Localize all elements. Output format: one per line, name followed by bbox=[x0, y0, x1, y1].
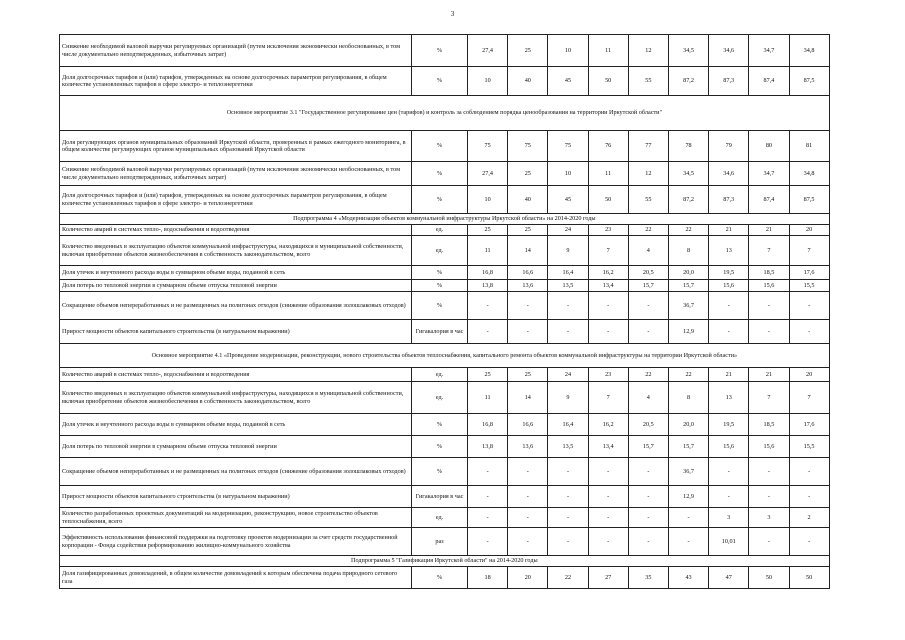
indicator-value: 17,6 bbox=[789, 414, 829, 436]
indicator-value: - bbox=[668, 508, 708, 528]
indicator-value: 19,5 bbox=[709, 266, 749, 280]
indicator-unit: % bbox=[412, 280, 468, 292]
indicator-value: 8 bbox=[668, 236, 708, 266]
table-row bbox=[60, 67, 830, 96]
indicator-value: 80 bbox=[749, 131, 789, 162]
indicator-value: 7 bbox=[749, 236, 789, 266]
indicator-value: 25 bbox=[508, 225, 548, 236]
indicator-value: - bbox=[588, 458, 628, 486]
indicator-value: 18 bbox=[468, 567, 508, 589]
indicator-value: 16,2 bbox=[588, 266, 628, 280]
section-header: Подпрограмма 5 "Газификация Иркутской области" на 2014-2020 годы bbox=[60, 556, 830, 567]
indicator-value: 20 bbox=[508, 567, 548, 589]
indicator-unit: Гигакалория в час bbox=[412, 320, 468, 344]
indicator-value: 15,6 bbox=[709, 280, 749, 292]
indicator-value: 15,7 bbox=[628, 436, 668, 458]
indicator-value: 12 bbox=[628, 35, 668, 67]
indicator-value: - bbox=[548, 486, 588, 508]
indicator-value: 36,7 bbox=[668, 458, 708, 486]
indicator-unit: % bbox=[412, 292, 468, 320]
indicator-value: 10 bbox=[468, 67, 508, 96]
indicator-value: 55 bbox=[628, 67, 668, 96]
section-header: Основное мероприятие 4.1 «Проведение модернизации, реконструкции, нового строительства объектов теплоснабжения, капитального ремонта объектов коммунальной инфраструктуры на территории Иркутской области» bbox=[60, 344, 830, 368]
indicator-value: 25 bbox=[508, 35, 548, 67]
indicator-name: Доля потерь по тепловой энергии в суммарном объеме отпуска тепловой энергии bbox=[60, 436, 412, 458]
indicator-value: - bbox=[789, 528, 829, 556]
indicator-value: 4 bbox=[628, 382, 668, 414]
indicator-value: 22 bbox=[548, 567, 588, 589]
indicator-value: 16,8 bbox=[468, 266, 508, 280]
indicator-unit: раз bbox=[412, 528, 468, 556]
table-row bbox=[60, 382, 830, 414]
indicator-value: - bbox=[709, 458, 749, 486]
indicator-value: - bbox=[789, 458, 829, 486]
indicator-value: 87,3 bbox=[709, 186, 749, 214]
indicator-value: 87,3 bbox=[709, 67, 749, 96]
indicator-value: 25 bbox=[508, 162, 548, 186]
indicator-value: - bbox=[749, 458, 789, 486]
indicator-value: 40 bbox=[508, 186, 548, 214]
indicator-name: Доля долгосрочных тарифов и (или) тарифов, утвержденных на основе долгосрочных параметров регулирования, в общем количестве установленных тарифов в сфере электро- и теплоэнергетики bbox=[60, 67, 412, 96]
indicator-value: 13,6 bbox=[508, 280, 548, 292]
indicator-value: 15,5 bbox=[789, 436, 829, 458]
indicator-value: 12,9 bbox=[668, 486, 708, 508]
indicator-value: 34,7 bbox=[749, 162, 789, 186]
table-row bbox=[60, 458, 830, 486]
indicator-value: - bbox=[588, 292, 628, 320]
indicator-value: 22 bbox=[628, 368, 668, 382]
indicator-value: 11 bbox=[468, 382, 508, 414]
indicator-value: 9 bbox=[548, 236, 588, 266]
indicator-unit: % bbox=[412, 266, 468, 280]
indicator-name: Доля утечек и неучтенного расхода воды в суммарном объеме воды, поданной в сеть bbox=[60, 414, 412, 436]
indicator-value: 34,6 bbox=[709, 35, 749, 67]
indicator-value: 75 bbox=[508, 131, 548, 162]
indicator-name: Количество разработанных проектных документаций на модернизацию, реконструкцию, новое строительство объектов теплоснабжения, всего bbox=[60, 508, 412, 528]
indicator-value: - bbox=[709, 486, 749, 508]
indicator-value: - bbox=[508, 486, 548, 508]
indicator-value: 87,5 bbox=[789, 186, 829, 214]
indicator-value: 7 bbox=[588, 236, 628, 266]
indicator-value: 13,8 bbox=[468, 280, 508, 292]
indicator-value: 11 bbox=[588, 162, 628, 186]
indicator-value: - bbox=[628, 458, 668, 486]
indicator-value: 7 bbox=[789, 236, 829, 266]
indicator-value: 50 bbox=[588, 67, 628, 96]
indicator-value: 35 bbox=[628, 567, 668, 589]
indicator-value: 22 bbox=[668, 225, 708, 236]
indicator-value: 36,7 bbox=[668, 292, 708, 320]
indicator-value: - bbox=[588, 508, 628, 528]
indicator-unit: ед. bbox=[412, 382, 468, 414]
indicator-value: 10 bbox=[468, 186, 508, 214]
indicator-value: 23 bbox=[588, 368, 628, 382]
indicator-value: - bbox=[508, 528, 548, 556]
indicator-value: - bbox=[668, 528, 708, 556]
indicator-value: 34,6 bbox=[709, 162, 749, 186]
indicator-value: 43 bbox=[668, 567, 708, 589]
indicator-unit: ед. bbox=[412, 368, 468, 382]
indicator-name: Доля газифицированных домовладений, в общем количестве домовладений к которым обеспечена подача природного сетевого газа bbox=[60, 567, 412, 589]
indicator-value: - bbox=[548, 458, 588, 486]
indicator-value: 24 bbox=[548, 225, 588, 236]
indicator-name: Количество аварий в системах тепло-, водоснабжения и водоотведения bbox=[60, 368, 412, 382]
indicator-value: - bbox=[468, 508, 508, 528]
indicator-value: - bbox=[588, 486, 628, 508]
indicator-value: 17,6 bbox=[789, 266, 829, 280]
indicator-name: Количество введенных в эксплуатацию объектов коммунальной инфраструктуры, находящихся в муниципальной собственности, включая приобретение объектов жизнеобеспечения в собственность законодательством, всего bbox=[60, 236, 412, 266]
indicator-value: 13,5 bbox=[548, 436, 588, 458]
indicator-value: - bbox=[548, 292, 588, 320]
indicator-unit: % bbox=[412, 436, 468, 458]
indicator-name: Количество аварий в системах тепло-, водоснабжения и водоотведения bbox=[60, 225, 412, 236]
indicator-name: Сокращение объемов непереработанных и не размещенных на полигонах отходов (снижение образования золошлаковых отходов) bbox=[60, 458, 412, 486]
indicator-name: Снижение необходимой валовой выручки регулируемых организаций (путем исключения экономически необоснованных, в том числе документально неподтвержденных, избыточных затрат) bbox=[60, 35, 412, 67]
indicator-value: 10,01 bbox=[709, 528, 749, 556]
indicator-value: - bbox=[628, 528, 668, 556]
indicator-value: 3 bbox=[749, 508, 789, 528]
indicator-value: - bbox=[508, 292, 548, 320]
indicator-value: 3 bbox=[709, 508, 749, 528]
indicator-value: - bbox=[789, 320, 829, 344]
table-row bbox=[60, 280, 830, 292]
indicator-value: - bbox=[749, 292, 789, 320]
indicator-unit: % bbox=[412, 67, 468, 96]
indicator-value: 34,5 bbox=[668, 162, 708, 186]
indicator-value: 87,2 bbox=[668, 186, 708, 214]
indicator-value: 50 bbox=[749, 567, 789, 589]
indicator-value: 27 bbox=[588, 567, 628, 589]
indicator-value: 77 bbox=[628, 131, 668, 162]
indicator-value: 13 bbox=[709, 236, 749, 266]
indicator-name: Прирост мощности объектов капитального строительства (в натуральном выражении) bbox=[60, 320, 412, 344]
indicator-name: Доля долгосрочных тарифов и (или) тарифов, утвержденных на основе долгосрочных параметров регулирования, в общем количестве установленных тарифов в сфере электро- и теплоэнергетики bbox=[60, 186, 412, 214]
indicator-value: 20 bbox=[789, 225, 829, 236]
indicator-unit: % bbox=[412, 414, 468, 436]
indicator-value: 34,8 bbox=[789, 35, 829, 67]
indicator-value: 24 bbox=[548, 368, 588, 382]
indicator-value: 76 bbox=[588, 131, 628, 162]
indicators-table bbox=[59, 34, 830, 589]
section-header: Подпрограмма 4 «Модернизация объектов коммунальной инфраструктуры Иркутской области» на 2014-2020 годы bbox=[60, 214, 830, 225]
section-header-row bbox=[60, 214, 830, 225]
indicator-unit: Гигакалория в час bbox=[412, 486, 468, 508]
table-row bbox=[60, 320, 830, 344]
indicator-value: 10 bbox=[548, 162, 588, 186]
indicator-value: 18,5 bbox=[749, 266, 789, 280]
indicator-value: - bbox=[548, 508, 588, 528]
indicator-value: 27,4 bbox=[468, 35, 508, 67]
indicator-name: Доля утечек и неучтенного расхода воды в суммарном объеме воды, поданной в сеть bbox=[60, 266, 412, 280]
indicator-value: 12 bbox=[628, 162, 668, 186]
indicator-value: 4 bbox=[628, 236, 668, 266]
indicator-value: 7 bbox=[789, 382, 829, 414]
indicator-value: 15,7 bbox=[628, 280, 668, 292]
indicator-value: 20,5 bbox=[628, 414, 668, 436]
indicator-value: 75 bbox=[548, 131, 588, 162]
indicator-value: - bbox=[749, 320, 789, 344]
indicator-value: 27,4 bbox=[468, 162, 508, 186]
indicator-value: 22 bbox=[668, 368, 708, 382]
indicator-value: - bbox=[628, 292, 668, 320]
indicator-value: 34,7 bbox=[749, 35, 789, 67]
indicator-value: - bbox=[548, 320, 588, 344]
table-row bbox=[60, 162, 830, 186]
indicator-value: 34,8 bbox=[789, 162, 829, 186]
indicator-value: 13,5 bbox=[548, 280, 588, 292]
indicator-value: - bbox=[789, 292, 829, 320]
indicator-value: - bbox=[508, 508, 548, 528]
indicator-value: - bbox=[709, 320, 749, 344]
table-row bbox=[60, 486, 830, 508]
indicator-value: 55 bbox=[628, 186, 668, 214]
indicator-value: - bbox=[468, 292, 508, 320]
indicator-value: - bbox=[709, 292, 749, 320]
indicator-value: 12,9 bbox=[668, 320, 708, 344]
indicator-unit: ед. bbox=[412, 225, 468, 236]
indicator-value: 87,2 bbox=[668, 67, 708, 96]
section-header-row bbox=[60, 556, 830, 567]
indicator-value: - bbox=[628, 486, 668, 508]
indicator-value: - bbox=[628, 508, 668, 528]
indicator-unit: ед. bbox=[412, 236, 468, 266]
indicator-value: 22 bbox=[628, 225, 668, 236]
table-row bbox=[60, 292, 830, 320]
indicator-value: - bbox=[588, 528, 628, 556]
table-row bbox=[60, 528, 830, 556]
indicator-value: 75 bbox=[468, 131, 508, 162]
table-row bbox=[60, 414, 830, 436]
indicator-value: 16,4 bbox=[548, 266, 588, 280]
indicator-value: 87,5 bbox=[789, 67, 829, 96]
indicator-value: 13,8 bbox=[468, 436, 508, 458]
table-row bbox=[60, 236, 830, 266]
indicator-value: 16,2 bbox=[588, 414, 628, 436]
indicator-value: 87,4 bbox=[749, 186, 789, 214]
indicator-value: - bbox=[628, 320, 668, 344]
indicator-value: 25 bbox=[468, 368, 508, 382]
indicator-value: 21 bbox=[749, 368, 789, 382]
indicator-value: 18,5 bbox=[749, 414, 789, 436]
indicator-value: 14 bbox=[508, 382, 548, 414]
indicator-value: - bbox=[548, 528, 588, 556]
indicator-value: 19,5 bbox=[709, 414, 749, 436]
indicator-unit: % bbox=[412, 567, 468, 589]
indicator-unit: % bbox=[412, 162, 468, 186]
indicator-value: 13,4 bbox=[588, 436, 628, 458]
indicator-value: 20,0 bbox=[668, 414, 708, 436]
indicator-value: 45 bbox=[548, 67, 588, 96]
table-row bbox=[60, 225, 830, 236]
table-row bbox=[60, 35, 830, 67]
indicator-value: - bbox=[749, 528, 789, 556]
indicator-value: 78 bbox=[668, 131, 708, 162]
indicator-value: 16,8 bbox=[468, 414, 508, 436]
indicator-name: Количество введенных в эксплуатацию объектов коммунальной инфраструктуры, находящихся в муниципальной собственности, включая приобретение объектов жизнеобеспечения в собственность законодательством, всего bbox=[60, 382, 412, 414]
indicator-value: 13 bbox=[709, 382, 749, 414]
indicator-value: 40 bbox=[508, 67, 548, 96]
indicator-value: - bbox=[508, 320, 548, 344]
indicator-unit: % bbox=[412, 131, 468, 162]
section-header: Основное мероприятие 3.1 "Государственное регулирование цен (тарифов) и контроль за соблюдением порядка ценообразования на территории Иркутской области" bbox=[60, 96, 830, 131]
indicator-value: 21 bbox=[709, 368, 749, 382]
table-row bbox=[60, 186, 830, 214]
indicator-name: Доля регулирующих органов муниципальных образований Иркутской области, проверенных в рамках ежегодного мониторинга, в общем количестве регулирующих органов муниципальных образований Иркутской области bbox=[60, 131, 412, 162]
section-header-row bbox=[60, 96, 830, 131]
indicator-value: - bbox=[508, 458, 548, 486]
indicator-value: 87,4 bbox=[749, 67, 789, 96]
indicator-value: 23 bbox=[588, 225, 628, 236]
indicator-value: 9 bbox=[548, 382, 588, 414]
table-row bbox=[60, 131, 830, 162]
indicator-value: 13,4 bbox=[588, 280, 628, 292]
indicator-unit: % bbox=[412, 458, 468, 486]
indicator-value: 13,6 bbox=[508, 436, 548, 458]
indicator-value: 16,6 bbox=[508, 266, 548, 280]
indicator-value: - bbox=[468, 486, 508, 508]
indicator-unit: % bbox=[412, 35, 468, 67]
indicator-value: 15,7 bbox=[668, 436, 708, 458]
indicator-value: 15,7 bbox=[668, 280, 708, 292]
indicator-value: 50 bbox=[789, 567, 829, 589]
table-row bbox=[60, 436, 830, 458]
table-row bbox=[60, 508, 830, 528]
indicator-value: 10 bbox=[548, 35, 588, 67]
page-number: 3 bbox=[450, 10, 455, 18]
indicator-name: Прирост мощности объектов капитального строительства (в натуральном выражении) bbox=[60, 486, 412, 508]
table-row bbox=[60, 368, 830, 382]
indicator-value: 14 bbox=[508, 236, 548, 266]
indicator-value: 15,6 bbox=[749, 280, 789, 292]
indicator-value: 81 bbox=[789, 131, 829, 162]
indicator-value: 16,4 bbox=[548, 414, 588, 436]
indicator-value: 47 bbox=[709, 567, 749, 589]
indicator-value: 50 bbox=[588, 186, 628, 214]
indicator-value: 16,6 bbox=[508, 414, 548, 436]
indicator-value: - bbox=[749, 486, 789, 508]
table-row bbox=[60, 266, 830, 280]
indicator-value: 20,5 bbox=[628, 266, 668, 280]
indicator-value: 45 bbox=[548, 186, 588, 214]
table-row bbox=[60, 567, 830, 589]
indicator-value: 7 bbox=[588, 382, 628, 414]
indicator-value: - bbox=[789, 486, 829, 508]
indicator-value: 2 bbox=[789, 508, 829, 528]
indicator-name: Эффективность использования финансовой поддержки на подготовку проектов модернизации за счет средств государственной корпорации - Фонда содействия реформированию жилищно-коммунального хозяйства bbox=[60, 528, 412, 556]
section-header-row bbox=[60, 344, 830, 368]
indicator-value: 34,5 bbox=[668, 35, 708, 67]
indicator-value: 21 bbox=[749, 225, 789, 236]
indicator-value: 20,0 bbox=[668, 266, 708, 280]
indicator-name: Снижение необходимой валовой выручки регулируемых организаций (путем исключения экономически необоснованных, в том числе документально неподтвержденных, избыточных затрат) bbox=[60, 162, 412, 186]
indicator-value: - bbox=[468, 458, 508, 486]
indicator-unit: % bbox=[412, 186, 468, 214]
indicator-value: 7 bbox=[749, 382, 789, 414]
indicator-value: - bbox=[588, 320, 628, 344]
indicator-value: 15,6 bbox=[749, 436, 789, 458]
indicator-value: 15,6 bbox=[709, 436, 749, 458]
indicator-value: 15,5 bbox=[789, 280, 829, 292]
indicator-value: - bbox=[468, 528, 508, 556]
indicator-value: 11 bbox=[468, 236, 508, 266]
indicator-value: 79 bbox=[709, 131, 749, 162]
indicator-value: 11 bbox=[588, 35, 628, 67]
indicator-value: 8 bbox=[668, 382, 708, 414]
indicator-name: Сокращение объемов непереработанных и не размещенных на полигонах отходов (снижение образования золошлаковых отходов) bbox=[60, 292, 412, 320]
indicator-value: - bbox=[468, 320, 508, 344]
indicator-value: 20 bbox=[789, 368, 829, 382]
indicator-value: 21 bbox=[709, 225, 749, 236]
indicator-name: Доля потерь по тепловой энергии в суммарном объеме отпуска тепловой энергии bbox=[60, 280, 412, 292]
indicator-value: 25 bbox=[508, 368, 548, 382]
indicator-unit: ед. bbox=[412, 508, 468, 528]
indicator-value: 25 bbox=[468, 225, 508, 236]
